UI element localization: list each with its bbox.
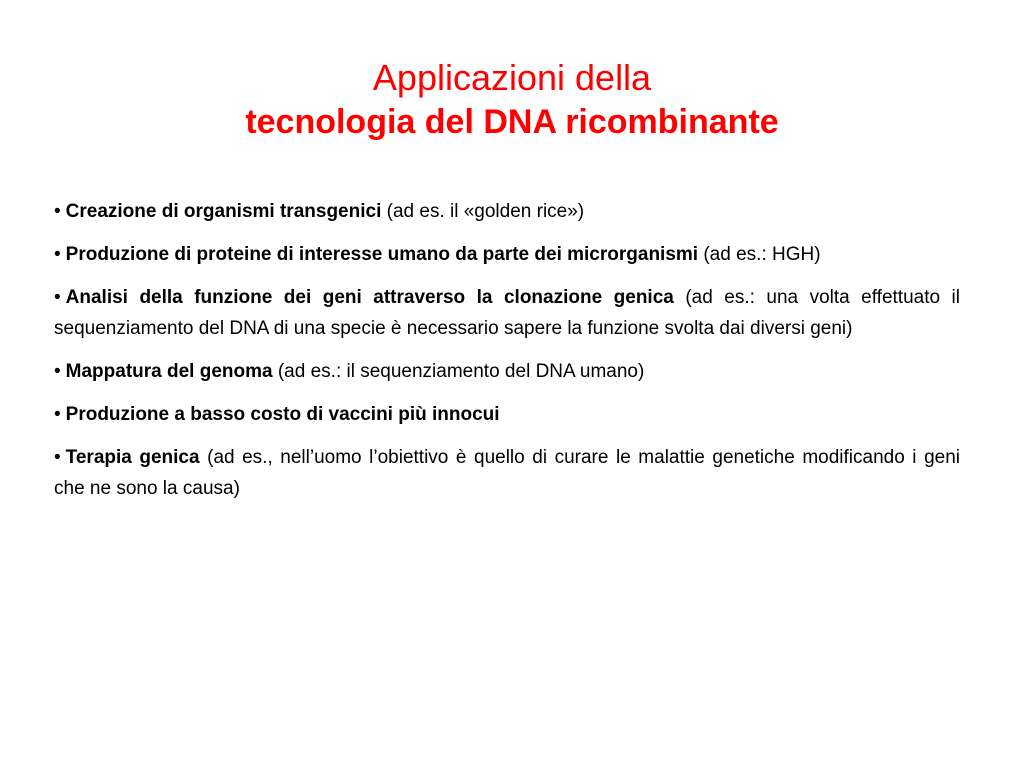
bullet-item-text: (ad es., nell’uomo l’obiettivo è quello di curare le malattie genetiche modificando i geni che ne sono la causa) bbox=[54, 447, 960, 499]
bullet-icon: • bbox=[54, 287, 61, 308]
bullet-item-protein-production bbox=[54, 239, 960, 270]
slide-title bbox=[0, 56, 1024, 144]
bullet-icon: • bbox=[54, 201, 61, 222]
bullet-item-text: (ad es.: HGH) bbox=[698, 244, 821, 265]
bullet-icon: • bbox=[54, 404, 61, 425]
bullet-icon: • bbox=[54, 447, 61, 468]
bullet-item-transgenic-organisms bbox=[54, 196, 960, 227]
title-line-1: Applicazioni della bbox=[372, 57, 652, 98]
bullet-item-heading: Analisi della funzione dei geni attraverso la clonazione genica bbox=[65, 287, 674, 308]
bullet-item-genome-mapping bbox=[54, 356, 960, 387]
bullet-list bbox=[54, 196, 960, 516]
bullet-icon: • bbox=[54, 361, 61, 382]
bullet-item-gene-therapy bbox=[54, 442, 960, 504]
bullet-item-gene-function-analysis bbox=[54, 282, 960, 344]
bullet-item-text: (ad es.: una volta effettuato il sequenziamento del DNA di una specie è necessario sapere la funzione svolta dai diversi geni) bbox=[54, 287, 960, 339]
bullet-item-heading: Produzione a basso costo di vaccini più innocui bbox=[65, 404, 500, 425]
bullet-item-text: (ad es.: il sequenziamento del DNA umano) bbox=[272, 361, 645, 382]
bullet-item-heading: Produzione di proteine di interesse umano da parte dei microrganismi bbox=[65, 244, 699, 265]
bullet-item-text: (ad es. il «golden rice») bbox=[381, 201, 585, 222]
bullet-item-heading: Terapia genica bbox=[65, 447, 200, 468]
bullet-item-heading: Creazione di organismi transgenici bbox=[65, 201, 382, 222]
bullet-item-heading: Mappatura del genoma bbox=[65, 361, 273, 382]
bullet-icon: • bbox=[54, 244, 61, 265]
bullet-item-vaccines bbox=[54, 399, 960, 430]
title-line-2: tecnologia del DNA ricombinante bbox=[245, 103, 779, 141]
